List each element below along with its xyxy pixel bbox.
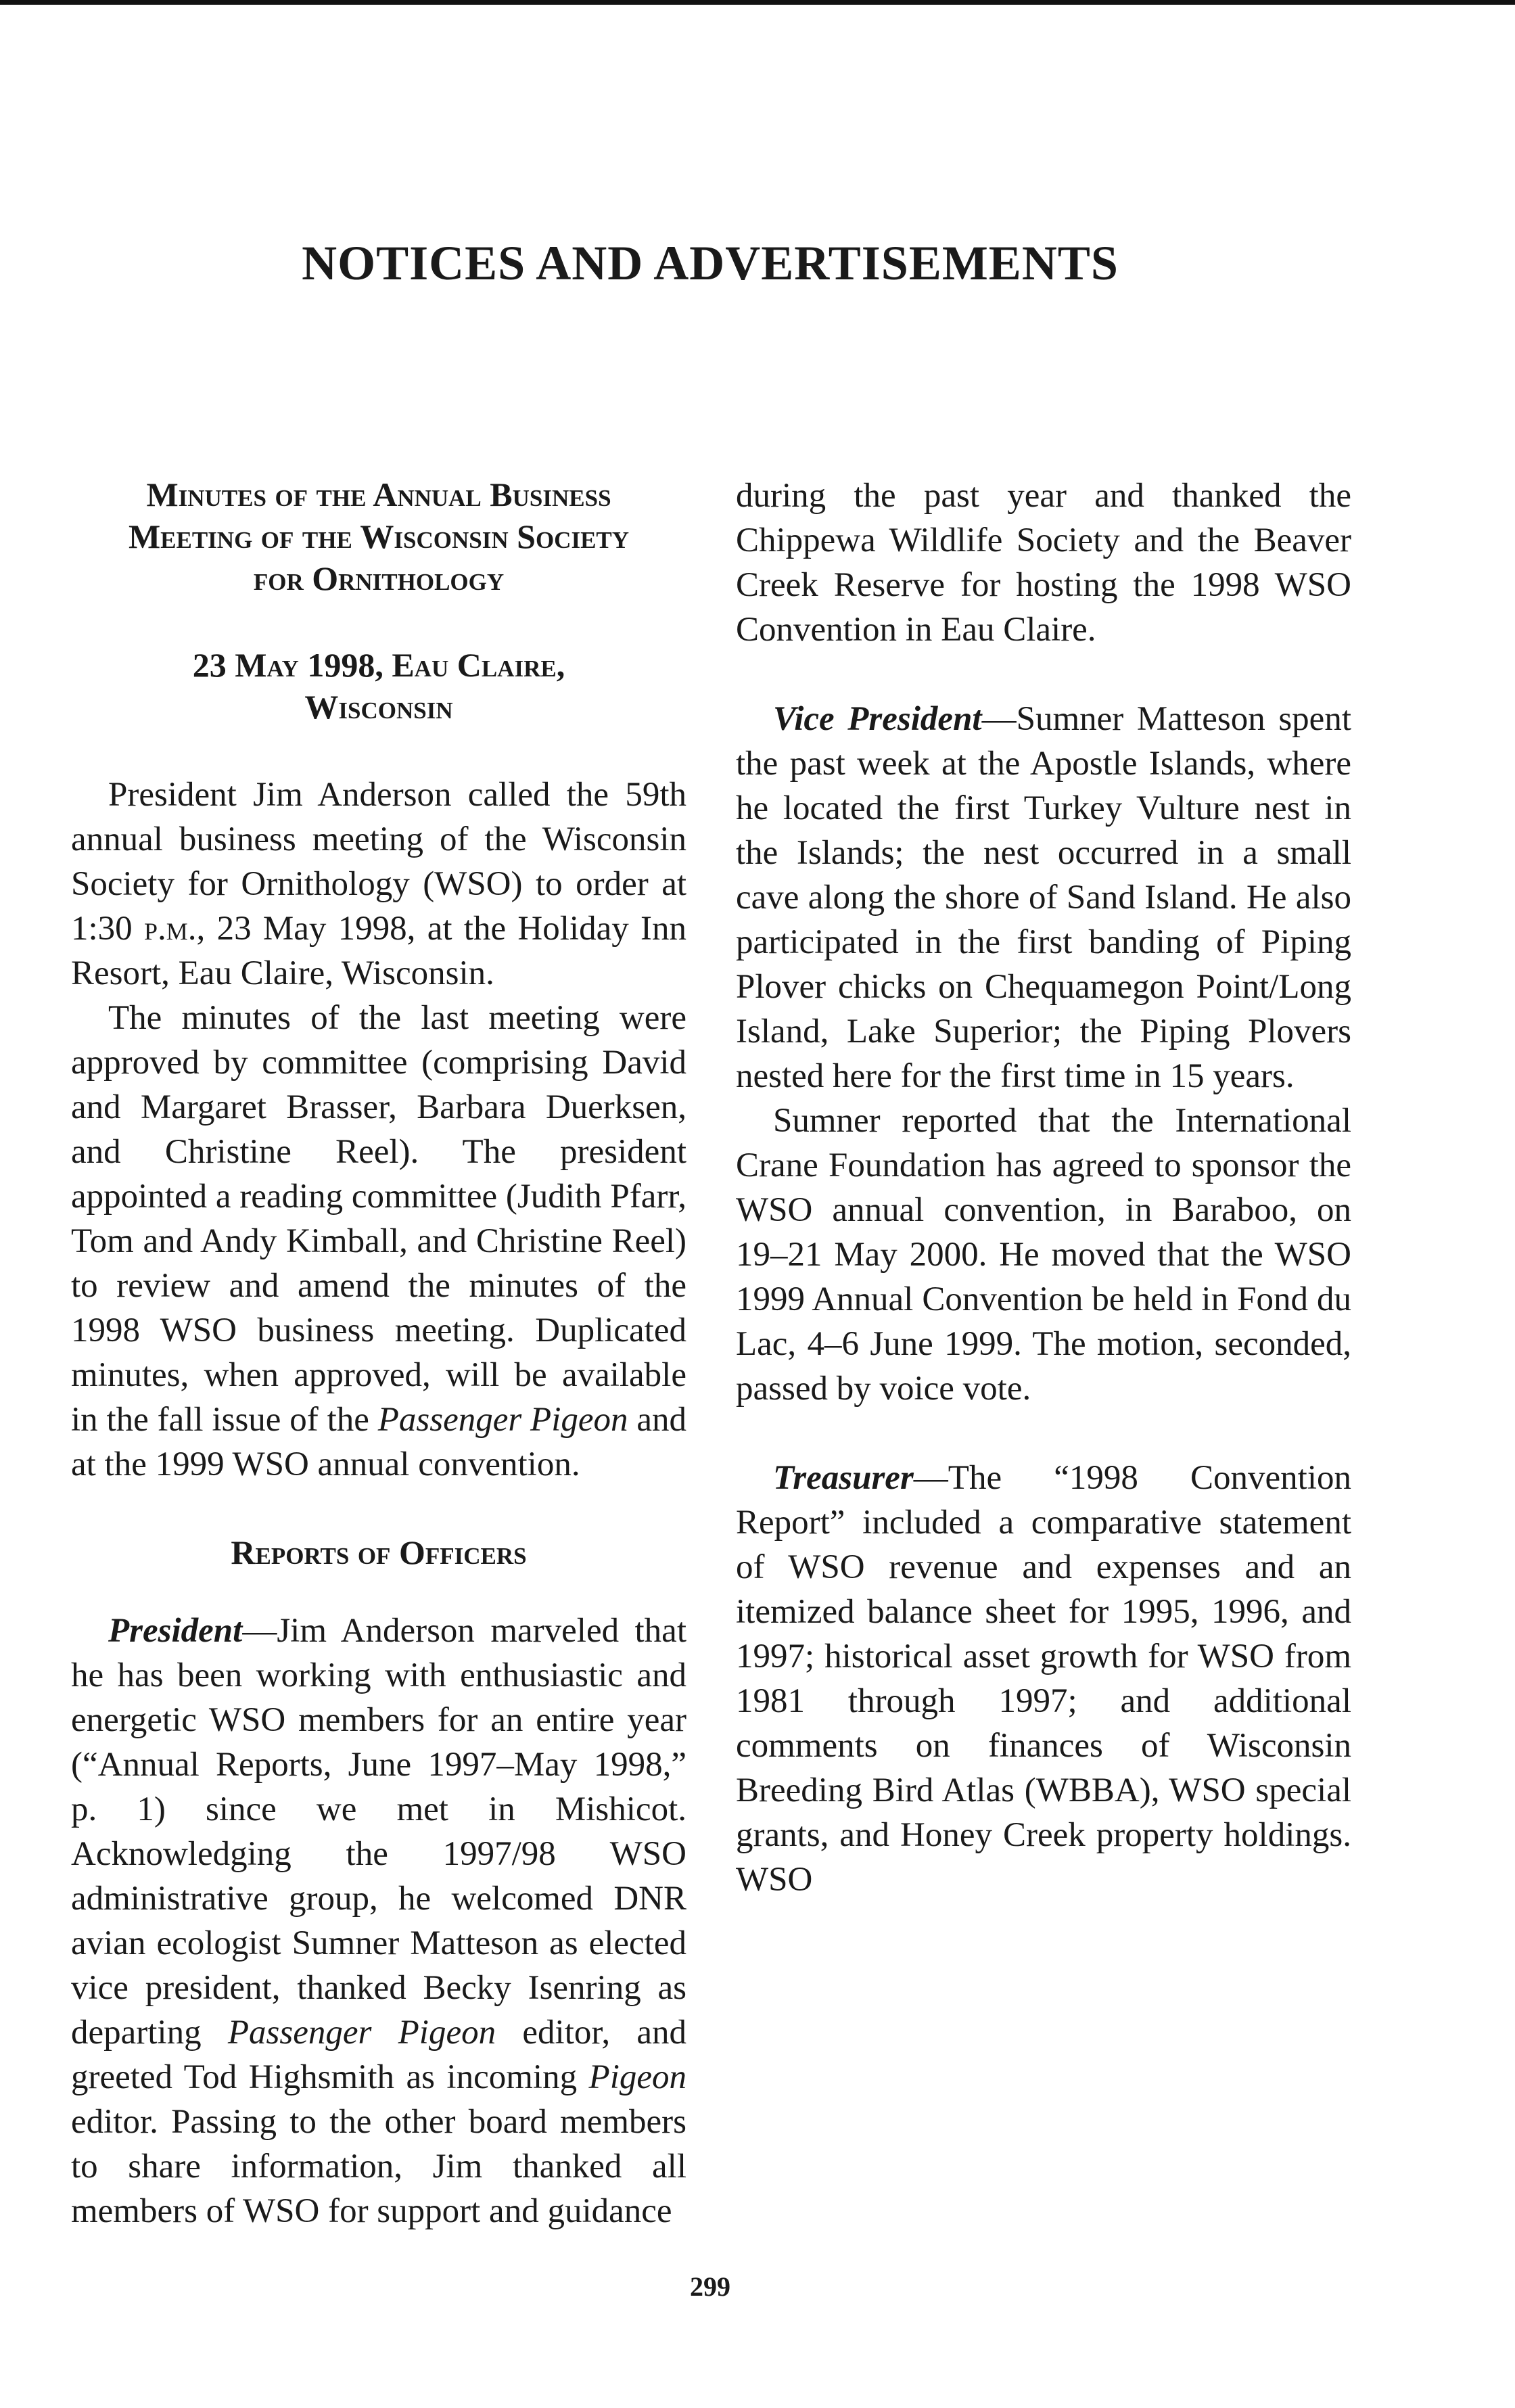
- vice-president-label: Vice President: [773, 700, 982, 738]
- right-column: [736, 473, 1351, 1902]
- minutes-heading-line-3: for Ornithology: [253, 559, 505, 597]
- president-report-continued: [736, 473, 1351, 652]
- treasurer-text: The “1998 Convention Report” included a comparative statement of WSO revenue and expenses and an itemized balance sheet for 1995, 1996, and 1997; historical asset growth for WSO from 1981 through 1997; and additional comments on finances of Wisconsin Breeding Bird Atlas (WBBA), WSO special grants, and Honey Creek property holdings. WSO: [736, 1459, 1351, 1899]
- date-heading: [71, 644, 686, 728]
- intro-p2-end: and at the 1999 WSO annual convention.: [71, 1401, 686, 1483]
- president-journal-2: Pigeon: [588, 2058, 687, 2096]
- treasurer-label: Treasurer: [773, 1459, 914, 1497]
- space: [202, 2014, 228, 2052]
- left-column: [71, 473, 686, 2233]
- top-rule: [0, 0, 1515, 5]
- vice-president-text: Sumner Matteson spent the past week at the Apostle Islands, where he located the first Turkey Vulture nest in the Islands; the nest occurred in a small cave along the shore of Sand Island. He also participated in the first banding of Piping Plover chicks on Chequamegon Point/Long Island, Lake Superior; the Piping Plovers nested here for the first time in 15 years.: [736, 700, 1351, 1095]
- reports-heading: Reports of Officers: [231, 1533, 527, 1571]
- president-text-3: during the past year and thanked the Chippewa Wildlife Society and the Beaver Creek Reserve for hosting the 1998 WSO Convention in Eau Claire.: [736, 477, 1351, 649]
- treasurer-report: [736, 1456, 1351, 1902]
- vice-president-dash: —: [981, 700, 1017, 738]
- page-number: 299: [690, 2271, 730, 2302]
- vice-president-report: [736, 697, 1351, 1098]
- minutes-heading: [71, 473, 686, 599]
- intro-p1-pm: p.m.: [143, 910, 197, 948]
- president-text-2: editor, and greeted Tod Highsmith as incoming: [71, 2014, 687, 2096]
- president-text-3: editor. Passing to the other board members to share information, Jim thanked all members of WSO for support and guidance: [71, 2103, 686, 2230]
- minutes-heading-line-1: Minutes of the Annual Business: [146, 476, 611, 513]
- intro-p2-start: The minutes of the last meeting were approved by committee (comprising David and Margaret Brasser, Barbara Duerksen, and Christine Reel). The president appointed a reading committee (Judith Pfarr, Tom and Andy Kimball, and Christine Reel) to review and amend the minutes of the 1998 WSO business meeting. Duplicated minutes, when approved, will be available in the fall issue of the: [71, 999, 687, 1439]
- vice-president-paragraph-2: Sumner reported that the International Crane Foundation has agreed to sponsor the WSO annual convention, in Baraboo, on 19–21 May 2000. He moved that the WSO 1999 Annual Convention be held in Fond du Lac, 4–6 June 1999. The motion, seconded, passed by voice vote.: [736, 1102, 1351, 1408]
- president-dash: —: [242, 1612, 277, 1650]
- intro-p1-end: , 23 May 1998, at the Holiday Inn Resort, Eau Claire, Wisconsin.: [71, 910, 687, 992]
- president-report: [71, 1608, 686, 2233]
- space: [496, 2014, 522, 2052]
- intro-p2-journal: Passenger Pigeon: [377, 1401, 628, 1439]
- date-heading-line-1: 23 May 1998, Eau Claire,: [192, 646, 565, 684]
- intro-paragraph-2: [71, 996, 686, 1487]
- minutes-heading-line-2: Meeting of the Wisconsin Society: [128, 517, 630, 555]
- page-title: NOTICES AND ADVERTISEMENTS: [302, 236, 1119, 290]
- date-heading-line-2: Wisconsin: [304, 688, 453, 726]
- president-label: President: [108, 1612, 243, 1650]
- intro-p1-start: President Jim Anderson called the 59th annual business meeting of the Wisconsin Society for Ornithology (WSO) to order at 1:30: [71, 776, 686, 948]
- president-text-1: Jim Anderson marveled that he has been working with enthusiastic and energetic WSO members for an entire year (“Annual Reports, June 1997–May 1998,” p. 1) since we met in Mishicot. Acknowledging the 1997/98 WSO administrative group, he welcomed DNR avian ecologist Sumner Matteson as elected vice president, thanked Becky Isenring as departing: [71, 1612, 686, 2052]
- treasurer-dash: —: [913, 1459, 948, 1497]
- intro-paragraph-1: [71, 772, 686, 996]
- space: [577, 2058, 588, 2096]
- president-journal-1: Passenger Pigeon: [227, 2014, 496, 2052]
